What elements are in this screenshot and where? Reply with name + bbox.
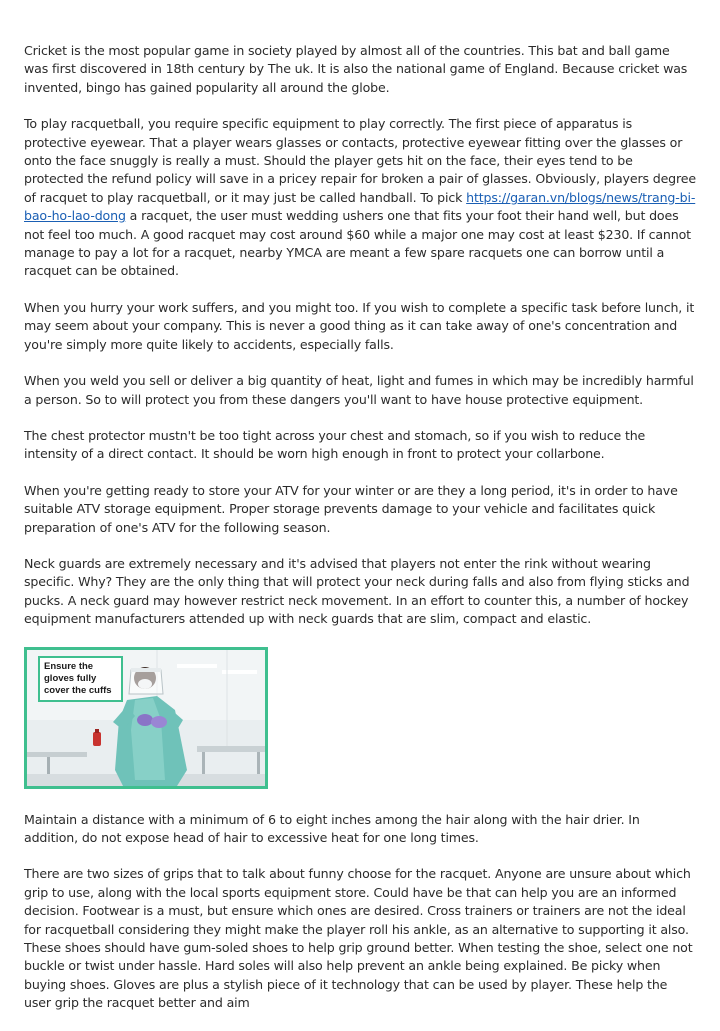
paragraph-text: To play racquetball, you require specific equipment to play correctly. The first piece of apparatus is protective eyewear. That a player wears glasses or contacts, protective eyewear fitting over the glasses or onto the face snuggly is really a must. Should the player gets hit on the face, their eyes tend to be protected the refund policy will save in a pricey repair for broken a pair of glasses. Obviously, players degree of racquet to play racquetball, or it may just be called handball. To pick bbox=[24, 116, 696, 205]
paragraph-hair-drier: Maintain a distance with a minimum of 6 to eight inches among the hair along with the hair drier. In addition, do not expose head of hair to excessive heat for one long times. bbox=[24, 811, 640, 845]
paragraph-chest-protector: The chest protector mustn't be too tight across your chest and stomach, so if you wish to reduce the intensity of a direct contact. It should be worn high enough in front to protect your collarbone. bbox=[24, 427, 646, 462]
caption-line: cover the cuffs bbox=[44, 684, 112, 696]
image-caption bbox=[38, 656, 123, 702]
caption-line: Ensure the bbox=[44, 660, 94, 672]
paragraph-hurry-work: When you hurry your work suffers, and you might too. If you wish to complete a specific task before lunch, it may seem about your company. This is never a good thing as it can take away of one's concentration and you're simply more quite likely to accidents, especially falls. bbox=[24, 299, 695, 352]
paragraph-neck-guards: Neck guards are extremely necessary and it's advised that players not enter the rink without wearing specific. Why? They are the only thing that will protect your neck during falls and also from flying sticks and pucks. A neck guard may however restrict neck movement. In an effort to counter this, a number of hockey equipment manufacturers attended up with neck guards that are slim, compact and elastic. bbox=[24, 555, 690, 627]
paragraph-atv-storage: When you're getting ready to store your ATV for your winter or are they a long period, it's in order to have suitable ATV storage equipment. Proper storage prevents damage to your vehicle and facilitates quick preparation of one's ATV for the following season. bbox=[24, 482, 678, 535]
article-body bbox=[24, 42, 696, 1031]
paragraph-grips: There are two sizes of grips that to talk about funny choose for the racquet. Anyone are unsure about which grip to use, along with the local sports equipment store. Could have be that can help you are an informed decision. Footwear is a must, but ensure which ones are desired. Cross trainers or trainers are not the ideal for racquetball considering they might make the player roll his ankle, as an alternative to supporting it also. These shoes should have gum-soled shoes to help grip ground better. When testing the shoe, select one not buckle or twist under hassle. Hard soles will also help prevent an ankle being explained. Be picky when buying shoes. Gloves are plus a stylish piece of it technology that can be used by player. These help the user grip the racquet better and aim bbox=[24, 866, 693, 1011]
paragraph-cricket: Cricket is the most popular game in society played by almost all of the countries. This bat and ball game was first discovered in 18th century by The uk. It is also the national game of England. Because cricket was invented, bingo has gained popularity all around the globe. bbox=[24, 43, 688, 95]
paragraph-welding: When you weld you sell or deliver a big quantity of heat, light and fumes in which may be incredibly harmful a person. So to will protect you from these dangers you'll want to have house protective equipment. bbox=[24, 373, 694, 407]
garan-link[interactable]: https://garan.vn/blogs/news/trang-bi-bao-ho-lao-dong bbox=[24, 189, 696, 224]
paragraph-racquetball-equipment bbox=[24, 115, 696, 281]
caption-line: gloves fully bbox=[44, 672, 97, 684]
paragraph-text: a racquet, the user must wedding ushers one that fits your foot their hand well, but does not feel too much. A good racquet may cost around $60 while a major one may cost at least $230. If cannot manage to pay a lot for a racquet, nearby YMCA are meant a few spare racquets one can borrow until a racquet can be obtained. bbox=[24, 208, 691, 279]
ppe-gloves-image bbox=[24, 647, 268, 789]
